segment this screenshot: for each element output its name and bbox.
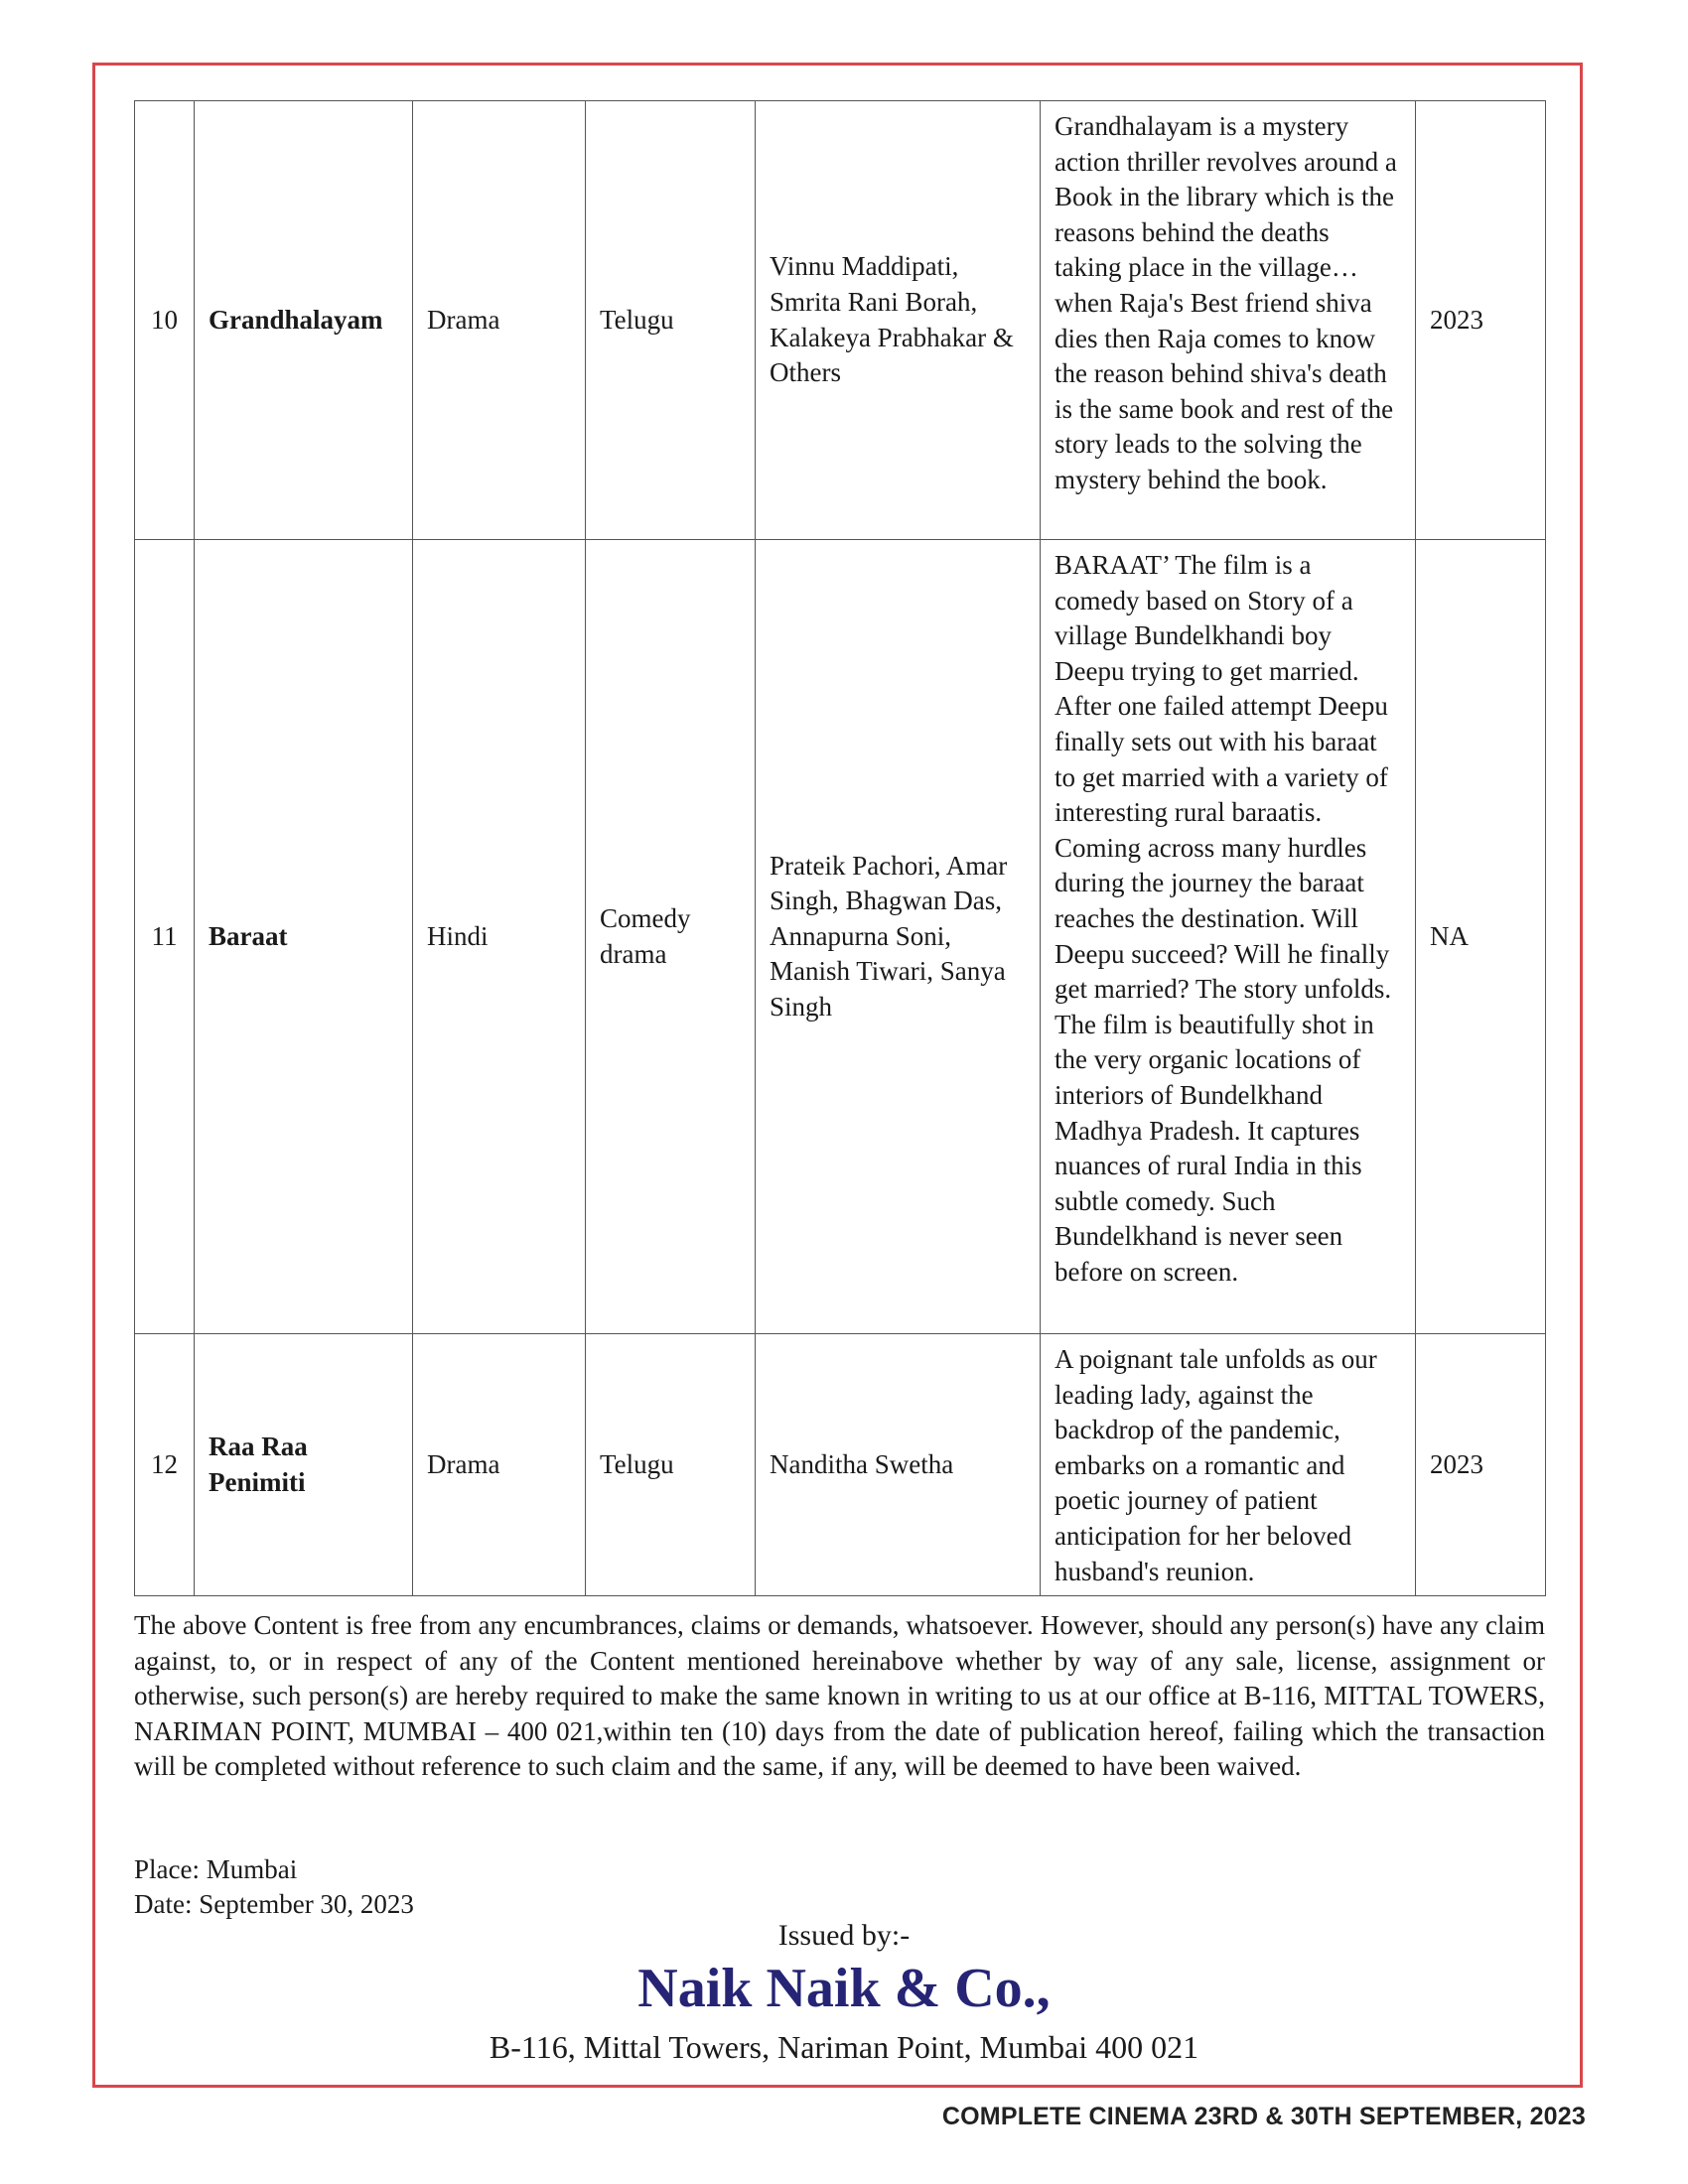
film-title: Raa Raa Penimiti: [195, 1334, 413, 1596]
table-row: [135, 1334, 1546, 1596]
film-story: Grandhalayam is a mystery action thriller revolves around a Book in the library which is the reasons behind the deaths taking place in the village… when Raja's Best friend shiva dies then Raja comes to know the reason behind shiva's death is the same book and rest of the story leads to the solving the mystery behind the book.: [1041, 101, 1416, 540]
film-story: BARAAT’ The film is a comedy based on Story of a village Bundelkhandi boy Deepu trying to get married. After one failed attempt Deepu finally sets out with his baraat to get married with a variety of interesting rural baraatis. Coming across many hurdles during the journey the baraat reaches the destination. Will Deepu succeed? Will he finally get married? The story unfolds. The film is beautifully shot in the very organic locations of interiors of Bundelkhand Madhya Pradesh. It captures nuances of rural India in this subtle comedy. Such Bundelkhand is never seen before on screen.: [1041, 540, 1416, 1334]
film-title: Baraat: [195, 540, 413, 1334]
film-year: NA: [1416, 540, 1546, 1334]
issued-by: Issued by:-: [777, 1919, 911, 1952]
film-language: Telugu: [586, 1334, 756, 1596]
table-row: [135, 101, 1546, 540]
date-line: Date: September 30, 2023: [134, 1889, 414, 1919]
row-number: 10: [135, 101, 195, 540]
film-genre: Hindi: [413, 540, 586, 1334]
firm-address: B-116, Mittal Towers, Nariman Point, Mumbai 400 021: [489, 2029, 1199, 2065]
row-number: 12: [135, 1334, 195, 1596]
content-table: [134, 100, 1546, 1596]
film-genre: Drama: [413, 1334, 586, 1596]
film-genre: Drama: [413, 101, 586, 540]
film-cast: Vinnu Maddipati, Smrita Rani Borah, Kalakeya Prabhakar & Others: [756, 101, 1041, 540]
film-year: 2023: [1416, 101, 1546, 540]
row-number: 11: [135, 540, 195, 1334]
film-story: A poignant tale unfolds as our leading lady, against the backdrop of the pandemic, embarks on a romantic and poetic journey of patient anticipation for her beloved husband's reunion.: [1041, 1334, 1416, 1596]
place-line: Place: Mumbai: [134, 1854, 298, 1884]
film-language: Telugu: [586, 101, 756, 540]
film-year: 2023: [1416, 1334, 1546, 1596]
film-cast: Prateik Pachori, Amar Singh, Bhagwan Das, Annapurna Soni, Manish Tiwari, Sanya Singh: [756, 540, 1041, 1334]
legal-notice: The above Content is free from any encumbrances, claims or demands, whatsoever. However, should any person(s) have any claim against, to, or in respect of any of the Content mentioned hereinabove whether by way of any sale, license, assignment or otherwise, such person(s) are hereby required to make the same known in writing to us at our office at B-116, MITTAL TOWERS, NARIMAN POINT, MUMBAI – 400 021,within ten (10) days from the date of publication hereof, failing which the transaction will be completed without reference to such claim and the same, if any, will be deemed to have been waived.: [134, 1610, 1545, 1781]
film-title: Grandhalayam: [195, 101, 413, 540]
film-language: Comedy drama: [586, 540, 756, 1334]
table-row: [135, 540, 1546, 1334]
firm-name: Naik Naik & Co.,: [637, 1958, 1051, 2019]
film-cast: Nanditha Swetha: [756, 1334, 1041, 1596]
page-footer: COMPLETE CINEMA 23RD & 30TH SEPTEMBER, 2023: [941, 2103, 1586, 2130]
